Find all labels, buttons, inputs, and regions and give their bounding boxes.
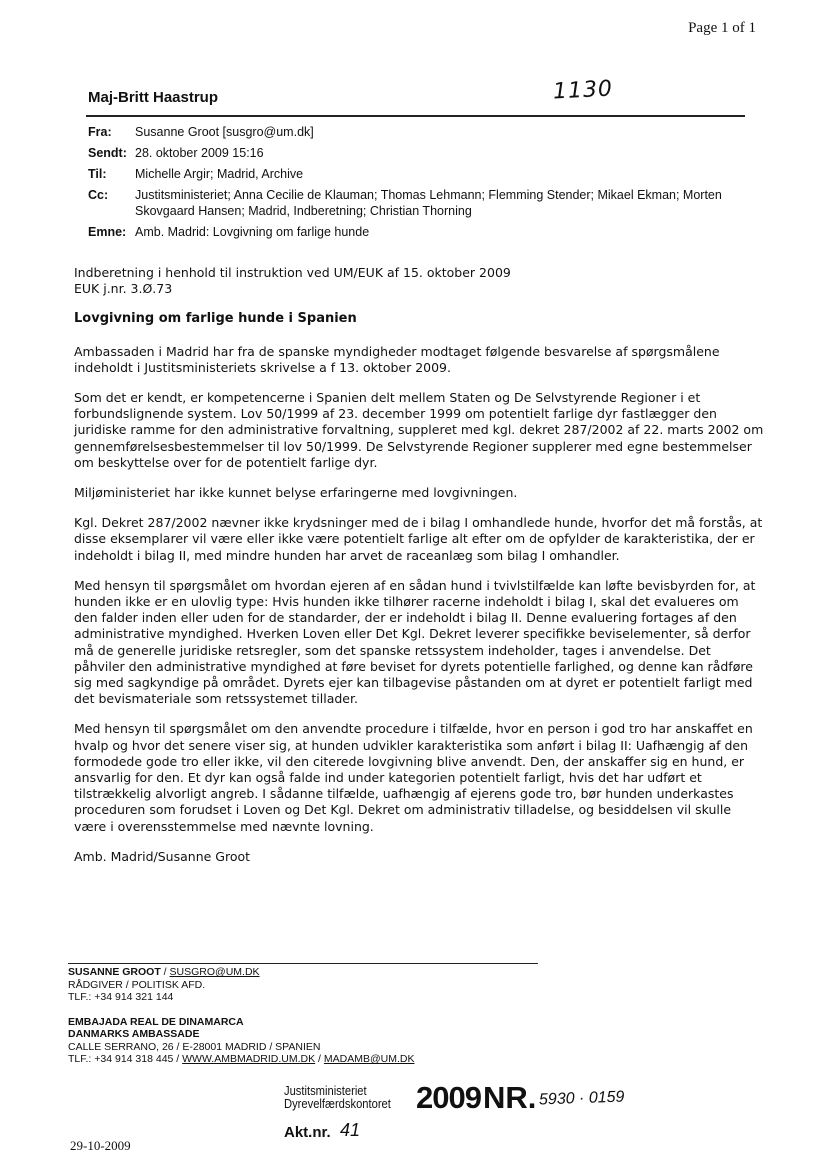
org-web-link[interactable]: WWW.AMBMADRID.UM.DK	[182, 1053, 316, 1065]
stamp-year: 2009	[416, 1080, 481, 1115]
stamp-nr-label: NR.	[483, 1080, 537, 1115]
to-value: Michelle Argir; Madrid, Archive	[135, 167, 304, 181]
cc-label: Cc:	[88, 188, 109, 202]
letter-body	[74, 265, 764, 879]
signature-name: SUSANNE GROOT	[68, 966, 161, 978]
sender-name: Maj-Britt Haastrup	[88, 89, 219, 106]
sent-label: Sendt:	[88, 146, 127, 160]
stamp-ministry: Justitsministeriet	[284, 1083, 367, 1098]
org-phone: TLF.: +34 914 318 445 /	[68, 1053, 180, 1065]
sent-row	[88, 145, 738, 161]
org-spanish: EMBAJADA REAL DE DINAMARCA	[68, 1015, 244, 1028]
cc-row	[88, 187, 738, 219]
paragraph-2: Som det er kendt, er kompetencerne i Spanien delt mellem Staten og De Selvstyrende Regioner i et forbundslignende system. Lov 50/1999 af 23. december 1999 om potentielt farlige dyr fastlægger den juridiske ramme for den administrative forvaltning, suppleret med kgl. dekret 287/2002 af 22. marts 2002 om gennemførelsesbestemmelser til lov 50/1999. De Selvstyrende Regioner supplerer med egne bestemmelser om beskyttelse over for de potentielt farlige dyr.	[74, 390, 764, 470]
intro	[74, 265, 764, 297]
paragraph-3: Miljøministeriet har ikke kunnet belyse erfaringerne med lovgivningen.	[74, 485, 518, 501]
org-mail-link[interactable]: MADAMB@UM.DK	[323, 1053, 415, 1065]
paragraph-4: Kgl. Dekret 287/2002 nævner ikke krydsninger med de i bilag I omhandlede hunde, hvorfor det må forstås, at disse eksemplarer vil være eller ikke være potentielt farlige alt efter om de opfylder de karakteristika, der er indeholdt i bilag II, med mindre hunden har arvet de raceanlæg som bilag I omhandler.	[74, 515, 763, 563]
signature-role: RÅDGIVER / POLITISK AFD.	[68, 978, 206, 991]
paragraph-1: Ambassaden i Madrid har fra de spanske myndigheder modtaget følgende besvarelse af spørgsmålene indeholdt i Justitsministeriets skrivelse a f 13. oktober 2009.	[74, 343, 720, 375]
sent-value: 28. oktober 2009 15:16	[135, 146, 264, 160]
to-row	[88, 166, 738, 182]
stamp-office: Dyrevelfærdskontoret	[284, 1096, 391, 1111]
signature-person: SUSANNE GROOT / SUSGRO@UM.DK RÅDGIVER / POLITISK AFD. TLF.: +34 914 321 144	[68, 966, 414, 1004]
from-row	[88, 124, 738, 140]
signature-block	[68, 966, 414, 1066]
from-label: Fra:	[88, 125, 112, 139]
stamp-nr-value: 5930 · 0159	[538, 1088, 625, 1109]
from-value: Susanne Groot [susgro@um.dk]	[135, 125, 314, 139]
org-danish: DANMARKS AMBASSADE	[68, 1028, 200, 1040]
to-label: Til:	[88, 167, 107, 181]
stamp-org	[284, 1084, 391, 1110]
footer-date: 29-10-2009	[70, 1138, 131, 1153]
handwritten-note: 1130	[552, 76, 614, 105]
subject-row	[88, 224, 738, 240]
signature-email-link[interactable]: SUSGRO@UM.DK	[169, 966, 260, 978]
akt-value: 41	[340, 1120, 361, 1140]
intro-line-1: Indberetning i henhold til instruktion ved UM/EUK af 15. oktober 2009	[74, 265, 511, 280]
paragraph-6: Med hensyn til spørgsmålet om den anvendte procedure i tilfælde, hvor en person i god tro har anskaffet en hvalp og hvor det senere viser sig, at hunden udvikler karakteristika som anført i bilag II: Uafhængig af den formodede gode tro eller ikke, vil den citerede lovgivning blive anvendt. Den, der anskaffer sig en hund, er ansvarlig for den. Et dyr kan også falde ind under kategorien potentielt farligt, hvis det har udført et tilstrækkelig alvorligt angreb. I sådanne tilfælde, uafhængig af ejerens gode tro, bør hunden underkastes proceduren som forudset i Loven og Det Kgl. Dekret om administrativ tilladelse, og besiddelsen vil skulle være i overensstemmelse med nævnte lovning.	[74, 721, 753, 834]
akt-label: Akt.nr.	[284, 1124, 331, 1141]
signature-phone: TLF.: +34 914 321 144	[68, 991, 174, 1003]
page-number: Page 1 of 1	[688, 20, 756, 36]
intro-line-2: EUK j.nr. 3.Ø.73	[74, 281, 173, 297]
subject-label: Emne:	[88, 225, 127, 239]
closing: Amb. Madrid/Susanne Groot	[74, 848, 251, 864]
subject-value: Amb. Madrid: Lovgivning om farlige hunde	[135, 225, 370, 239]
header-rule	[86, 115, 745, 117]
signature-rule	[68, 963, 538, 964]
signature-org: EMBAJADA REAL DE DINAMARCA DANMARKS AMBASSADE CALLE SERRANO, 26 / E-28001 MADRID / SPANIEN TLF.: +34 914 318 445 / WWW.AMBMADRID.UM.DK / MADAMB@UM.DK	[68, 1015, 415, 1065]
body-heading: Lovgivning om farlige hunde i Spanien	[74, 311, 357, 327]
email-header	[88, 124, 738, 245]
org-address: CALLE SERRANO, 26 / E-28001 MADRID / SPANIEN	[68, 1040, 321, 1053]
cc-value: Justitsministeriet; Anna Cecilie de Klauman; Thomas Lehmann; Flemming Stender; Mikael Ekman; Morten Skovgaard Hansen; Madrid, Indberetning; Christian Thorning	[135, 188, 722, 218]
paragraph-5: Med hensyn til spørgsmålet om hvordan ejeren af en sådan hund i tvivlstilfælde kan løfte bevisbyrden for, at hunden ikke er en ulovlig type: Hvis hunden ikke tilhører racerne indeholdt i bilag I, skal det evalueres om den falder inden eller uden for de standarder, der er indeholdt i bilag II. Denne evaluering fortages af den administrative myndighed. Hverken Loven eller Det Kgl. Dekret leverer specifikke beviselementer, så derfor må de generelle juridiske retsregler, som det spanske retssystem indeholder, tages i anvendelse. Det påhviler den administrative myndighed at føre beviset for dyrets potentielle farlighed, og denne kan rådføre sig med sagkyndige på området. Dyrets ejer kan tilbagevise påstanden om at dyret er potentielt farligt med det bevismateriale som retssystemet tillader.	[74, 577, 756, 707]
